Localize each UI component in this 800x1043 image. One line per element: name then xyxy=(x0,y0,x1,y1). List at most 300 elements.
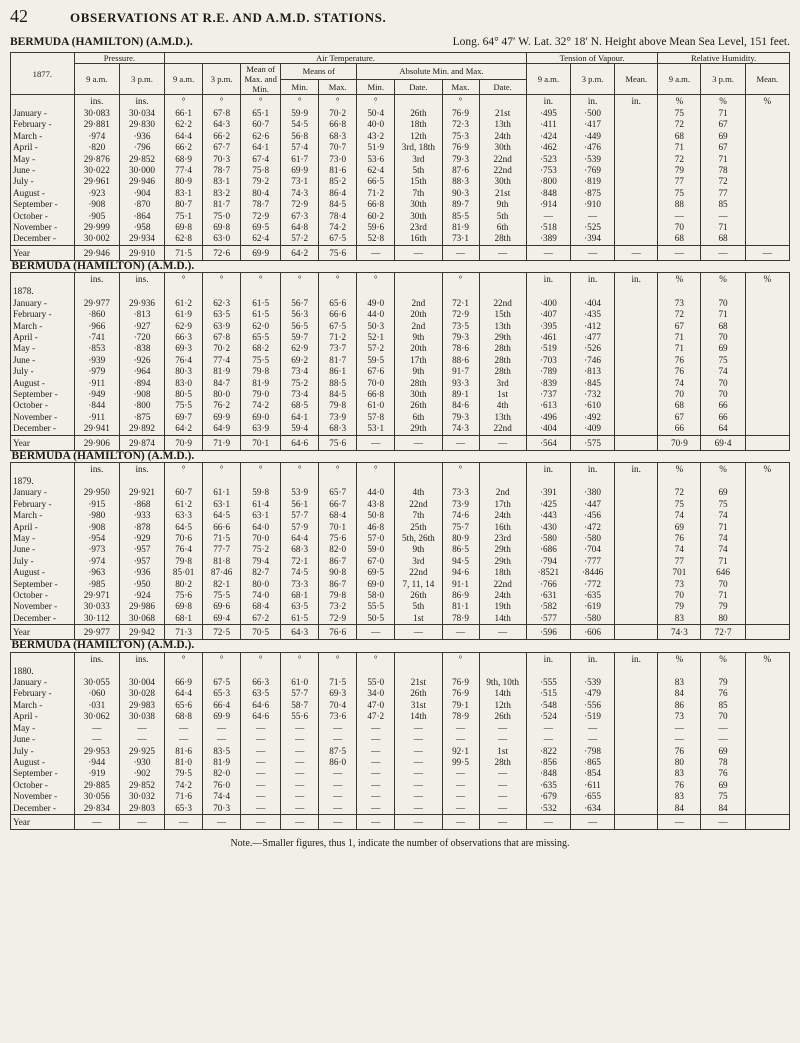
data-cell: ·412 xyxy=(570,321,614,332)
month-label: July - xyxy=(11,556,75,567)
unit-cell: % xyxy=(658,652,701,666)
data-cell xyxy=(615,142,658,153)
data-cell: — xyxy=(479,780,526,791)
data-cell: 59·9 xyxy=(281,108,319,119)
data-cell: 22nd xyxy=(479,298,526,309)
data-cell: 72·9 xyxy=(442,309,479,320)
data-cell xyxy=(281,476,319,487)
unit-cell: in. xyxy=(526,273,570,287)
unit-cell: ° xyxy=(442,95,479,109)
data-cell: 69·3 xyxy=(165,343,203,354)
data-cell: 66·8 xyxy=(357,389,395,400)
data-cell: 69·5 xyxy=(241,222,281,233)
data-cell: 68·2 xyxy=(241,343,281,354)
year-label: Year xyxy=(11,625,75,640)
data-cell: 15th xyxy=(395,176,442,187)
year-cell: ·606 xyxy=(570,625,614,640)
data-cell: 84·5 xyxy=(319,389,357,400)
unit-cell xyxy=(395,273,442,287)
data-cell: 7th xyxy=(395,188,442,199)
data-cell: 70 xyxy=(701,389,745,400)
observations-table xyxy=(10,52,790,830)
data-cell xyxy=(615,412,658,423)
data-cell: 3rd xyxy=(479,378,526,389)
data-cell: 64·0 xyxy=(241,522,281,533)
data-cell: 7, 11, 14 xyxy=(395,579,442,590)
unit-cell: % xyxy=(701,95,745,109)
data-cell: 22nd xyxy=(395,567,442,578)
data-cell: 64·5 xyxy=(203,510,241,521)
data-cell xyxy=(658,476,701,487)
unit-cell xyxy=(11,462,75,476)
data-cell: ·957 xyxy=(119,556,164,567)
header-abs-max: Max. xyxy=(442,79,479,95)
data-cell: 80 xyxy=(701,613,745,625)
data-cell: ·845 xyxy=(570,378,614,389)
data-cell: — xyxy=(119,734,164,745)
data-cell: 30·038 xyxy=(119,711,164,722)
data-cell xyxy=(119,476,164,487)
data-cell xyxy=(615,711,658,722)
data-cell: 75·3 xyxy=(442,131,479,142)
data-cell: 14th xyxy=(479,613,526,625)
unit-cell: ° xyxy=(357,273,395,287)
data-cell: 65·3 xyxy=(203,688,241,699)
data-cell: 65·5 xyxy=(241,332,281,343)
data-cell xyxy=(165,476,203,487)
month-label: March - xyxy=(11,321,75,332)
data-cell: 60·7 xyxy=(241,119,281,130)
data-cell: 60·7 xyxy=(165,487,203,498)
unit-cell: in. xyxy=(615,95,658,109)
data-cell: 76 xyxy=(701,688,745,699)
data-cell: ·974 xyxy=(74,131,119,142)
data-cell: 2nd xyxy=(395,321,442,332)
data-cell xyxy=(615,108,658,119)
data-cell: ·732 xyxy=(570,389,614,400)
data-cell: 63·1 xyxy=(203,499,241,510)
table-row xyxy=(11,590,790,601)
data-cell xyxy=(526,476,570,487)
data-cell: 72·9 xyxy=(319,613,357,625)
data-cell: 73·6 xyxy=(319,711,357,722)
data-cell: 29·885 xyxy=(74,780,119,791)
data-cell: 70 xyxy=(658,222,701,233)
data-cell: 67·4 xyxy=(241,154,281,165)
unit-cell xyxy=(395,462,442,476)
data-cell: 66 xyxy=(701,412,745,423)
data-cell: ·404 xyxy=(570,298,614,309)
data-cell: ·777 xyxy=(570,556,614,567)
header-abs-min: Min. xyxy=(357,79,395,95)
data-cell xyxy=(701,286,745,297)
data-cell: — xyxy=(395,757,442,768)
data-cell: 67·5 xyxy=(319,321,357,332)
table-row xyxy=(11,366,790,377)
data-cell xyxy=(615,131,658,142)
header-humidity-3pm: 3 p.m. xyxy=(701,64,745,95)
data-cell: 28th xyxy=(479,757,526,768)
header-tension-of-vapour: Tension of Vapour. xyxy=(526,53,658,64)
table-row xyxy=(11,286,790,297)
table-row xyxy=(11,165,790,176)
year-cell: — xyxy=(395,814,442,829)
data-cell xyxy=(745,723,789,734)
data-cell: 73·4 xyxy=(281,366,319,377)
data-cell: 67·6 xyxy=(357,366,395,377)
data-cell xyxy=(241,666,281,677)
data-cell: 68 xyxy=(701,233,745,245)
data-cell: 80·0 xyxy=(203,389,241,400)
data-cell: 85 xyxy=(701,199,745,210)
unit-cell: in. xyxy=(615,273,658,287)
unit-cell: % xyxy=(745,273,789,287)
data-cell: 69·4 xyxy=(203,613,241,625)
data-cell: ·979 xyxy=(74,366,119,377)
unit-cell: ° xyxy=(203,273,241,287)
data-cell: 29·986 xyxy=(119,601,164,612)
data-cell: 24th xyxy=(479,510,526,521)
month-label: February - xyxy=(11,688,75,699)
header-year: 1877. xyxy=(11,53,75,95)
data-cell: ·495 xyxy=(526,108,570,119)
data-cell: 30·033 xyxy=(74,601,119,612)
data-cell: 61·0 xyxy=(357,400,395,411)
data-cell: — xyxy=(442,791,479,802)
data-cell xyxy=(442,286,479,297)
data-cell xyxy=(745,119,789,130)
data-cell: 69·3 xyxy=(319,688,357,699)
data-cell xyxy=(615,211,658,222)
data-cell: 76 xyxy=(658,366,701,377)
data-cell: 79·8 xyxy=(319,590,357,601)
year-cell: — xyxy=(479,625,526,640)
data-cell: 1st xyxy=(479,746,526,757)
data-cell: 74·6 xyxy=(442,510,479,521)
data-cell: ·870 xyxy=(119,199,164,210)
data-cell: ·461 xyxy=(526,332,570,343)
data-cell: 74·4 xyxy=(203,791,241,802)
block-title-row xyxy=(11,640,790,652)
data-cell: 81·9 xyxy=(241,378,281,389)
data-cell: 66·2 xyxy=(203,131,241,142)
data-cell: ·720 xyxy=(119,332,164,343)
data-cell: — xyxy=(203,734,241,745)
data-cell: — xyxy=(241,803,281,815)
data-cell xyxy=(745,142,789,153)
table-row xyxy=(11,734,790,745)
data-cell: 70 xyxy=(701,298,745,309)
data-cell: 63·9 xyxy=(203,321,241,332)
data-cell: 70 xyxy=(658,389,701,400)
station-name: BERMUDA (HAMILTON) (A.M.D.). xyxy=(10,36,193,48)
data-cell: 53·9 xyxy=(281,487,319,498)
data-cell: 69·8 xyxy=(165,222,203,233)
unit-cell: ° xyxy=(203,462,241,476)
year-cell: — xyxy=(479,245,526,260)
data-cell: ·813 xyxy=(570,366,614,377)
data-cell: 78·9 xyxy=(442,613,479,625)
data-cell: ·939 xyxy=(74,355,119,366)
data-cell: 73 xyxy=(658,579,701,590)
data-cell xyxy=(479,286,526,297)
data-cell: 82·1 xyxy=(203,579,241,590)
month-label: September - xyxy=(11,579,75,590)
data-cell xyxy=(615,567,658,578)
month-label: August - xyxy=(11,567,75,578)
data-cell xyxy=(615,233,658,245)
data-cell: — xyxy=(395,734,442,745)
data-cell: 61·2 xyxy=(165,499,203,510)
year-cell: — xyxy=(615,245,658,260)
data-cell: 30·022 xyxy=(74,165,119,176)
data-cell: 67 xyxy=(658,321,701,332)
data-cell xyxy=(615,332,658,343)
data-cell: 64·2 xyxy=(165,423,203,435)
data-cell: 73·1 xyxy=(442,233,479,245)
data-cell: 76 xyxy=(701,768,745,779)
month-label: September - xyxy=(11,199,75,210)
data-cell: ·794 xyxy=(526,556,570,567)
data-cell: 64·3 xyxy=(203,119,241,130)
table-row xyxy=(11,791,790,802)
data-cell: ·796 xyxy=(119,142,164,153)
data-cell xyxy=(615,476,658,487)
data-cell: 75·5 xyxy=(165,400,203,411)
data-cell: 75 xyxy=(701,791,745,802)
unit-cell: ins. xyxy=(74,95,119,109)
year-cell: — xyxy=(395,435,442,450)
data-cell: ·985 xyxy=(74,579,119,590)
data-cell: 30th xyxy=(395,199,442,210)
unit-cell xyxy=(11,652,75,666)
data-cell: 29·983 xyxy=(119,700,164,711)
data-cell: 44·0 xyxy=(357,487,395,498)
data-cell: 69 xyxy=(701,746,745,757)
data-cell: 61·1 xyxy=(203,487,241,498)
data-cell: 30·083 xyxy=(74,108,119,119)
data-cell xyxy=(615,688,658,699)
data-cell: ·634 xyxy=(570,803,614,815)
data-cell: 64·1 xyxy=(241,142,281,153)
year-cell: 29·977 xyxy=(74,625,119,640)
data-cell: 73·3 xyxy=(442,487,479,498)
station-header xyxy=(10,36,790,48)
unit-cell: in. xyxy=(526,652,570,666)
data-cell: 88·6 xyxy=(442,355,479,366)
running-title: OBSERVATIONS AT R.E. AND A.M.D. STATIONS. xyxy=(70,10,387,25)
data-cell: — xyxy=(526,723,570,734)
data-cell: ·746 xyxy=(570,355,614,366)
data-cell: — xyxy=(395,803,442,815)
year-cell: — xyxy=(745,245,789,260)
data-cell: 29·950 xyxy=(74,487,119,498)
year-cell: ·596 xyxy=(526,625,570,640)
table-row xyxy=(11,199,790,210)
data-cell xyxy=(615,298,658,309)
month-label: July - xyxy=(11,176,75,187)
data-cell: — xyxy=(479,768,526,779)
data-cell: 78 xyxy=(701,757,745,768)
data-cell: 70 xyxy=(701,711,745,722)
data-cell: 71 xyxy=(658,332,701,343)
data-cell: 80·0 xyxy=(241,579,281,590)
data-cell: ·525 xyxy=(570,222,614,233)
data-cell: 62·4 xyxy=(357,165,395,176)
data-cell xyxy=(615,533,658,544)
data-cell: 30·000 xyxy=(119,165,164,176)
month-label: November - xyxy=(11,791,75,802)
unit-cell: in. xyxy=(615,462,658,476)
data-cell: 83 xyxy=(658,768,701,779)
data-cell xyxy=(615,355,658,366)
data-cell: 61·5 xyxy=(241,298,281,309)
data-cell: ·409 xyxy=(570,423,614,435)
data-cell xyxy=(203,476,241,487)
data-cell xyxy=(615,700,658,711)
data-cell: — xyxy=(319,780,357,791)
data-cell: ·580 xyxy=(570,613,614,625)
data-cell: 79·5 xyxy=(165,768,203,779)
data-cell xyxy=(615,522,658,533)
data-cell: — xyxy=(74,723,119,734)
data-cell: ·789 xyxy=(526,366,570,377)
data-cell: 76·0 xyxy=(203,780,241,791)
data-cell: ·741 xyxy=(74,332,119,343)
data-cell xyxy=(615,119,658,130)
data-cell: ·949 xyxy=(74,389,119,400)
data-cell: ·031 xyxy=(74,700,119,711)
data-cell: 83 xyxy=(658,677,701,688)
data-cell: — xyxy=(241,791,281,802)
data-cell: ·394 xyxy=(570,233,614,245)
units-row xyxy=(11,95,790,109)
year-cell: — xyxy=(281,814,319,829)
data-cell: 71 xyxy=(701,222,745,233)
data-cell: ·819 xyxy=(570,176,614,187)
data-cell: ·800 xyxy=(526,176,570,187)
data-cell xyxy=(281,286,319,297)
data-cell xyxy=(357,476,395,487)
table-row xyxy=(11,768,790,779)
data-cell: ·496 xyxy=(526,412,570,423)
data-cell: 83·5 xyxy=(203,746,241,757)
header-humidity-mean: Mean. xyxy=(745,64,789,95)
data-cell: 68·3 xyxy=(281,544,319,555)
data-cell: 76 xyxy=(658,533,701,544)
data-cell xyxy=(395,666,442,677)
month-label: August - xyxy=(11,757,75,768)
data-cell: 67·5 xyxy=(319,233,357,245)
data-cell: ·577 xyxy=(526,613,570,625)
block-title: BERMUDA (HAMILTON) (A.M.D.). xyxy=(11,261,790,273)
data-cell xyxy=(745,400,789,411)
data-cell xyxy=(615,579,658,590)
data-cell: 29th xyxy=(395,423,442,435)
data-cell: 66·4 xyxy=(203,700,241,711)
data-cell xyxy=(615,286,658,297)
data-cell: 44·0 xyxy=(357,309,395,320)
data-cell: 64·8 xyxy=(281,222,319,233)
data-cell: 57·9 xyxy=(281,522,319,533)
data-cell xyxy=(745,131,789,142)
data-cell xyxy=(615,199,658,210)
data-cell: — xyxy=(241,780,281,791)
month-label: 1879. xyxy=(11,476,75,487)
year-cell: 75·6 xyxy=(319,245,357,260)
data-cell: 65·7 xyxy=(319,487,357,498)
unit-cell xyxy=(479,462,526,476)
year-cell: 70·1 xyxy=(241,435,281,450)
data-cell: 58·7 xyxy=(281,700,319,711)
month-label: March - xyxy=(11,700,75,711)
data-cell: — xyxy=(281,768,319,779)
data-cell: ·425 xyxy=(526,499,570,510)
data-cell: 74·3 xyxy=(442,423,479,435)
data-cell: 28th xyxy=(395,378,442,389)
data-cell: 22nd xyxy=(479,154,526,165)
data-cell: 66·9 xyxy=(165,677,203,688)
data-cell: 26th xyxy=(395,400,442,411)
data-cell: 30·055 xyxy=(74,677,119,688)
data-cell xyxy=(745,476,789,487)
data-cell xyxy=(615,154,658,165)
block-title-row xyxy=(11,451,790,463)
unit-cell: ° xyxy=(319,462,357,476)
data-cell: 76·2 xyxy=(203,400,241,411)
data-cell: 82·0 xyxy=(319,544,357,555)
unit-cell xyxy=(395,652,442,666)
data-cell: — xyxy=(319,768,357,779)
month-label: October - xyxy=(11,590,75,601)
data-cell: ·798 xyxy=(570,746,614,757)
data-cell: ·380 xyxy=(570,487,614,498)
data-cell: ·919 xyxy=(74,768,119,779)
data-cell xyxy=(745,757,789,768)
data-cell: 62·6 xyxy=(241,131,281,142)
data-cell: 62·3 xyxy=(203,298,241,309)
data-cell: 70·0 xyxy=(357,378,395,389)
data-cell xyxy=(479,476,526,487)
header-means-of: Means of xyxy=(281,64,357,80)
data-cell: 7th xyxy=(395,510,442,521)
month-label: April - xyxy=(11,142,75,153)
unit-cell xyxy=(395,95,442,109)
data-cell: ·655 xyxy=(570,791,614,802)
data-cell xyxy=(745,601,789,612)
data-cell: 55·5 xyxy=(357,601,395,612)
data-cell: 1st xyxy=(479,389,526,400)
data-cell xyxy=(701,476,745,487)
data-cell: 29·852 xyxy=(119,154,164,165)
unit-cell: % xyxy=(745,95,789,109)
data-cell: 72·3 xyxy=(442,119,479,130)
data-cell: 49·0 xyxy=(357,298,395,309)
data-cell: 646 xyxy=(701,567,745,578)
data-cell xyxy=(442,476,479,487)
header-pressure: Pressure. xyxy=(74,53,164,64)
data-cell: 73·9 xyxy=(319,412,357,423)
data-cell xyxy=(615,188,658,199)
data-cell: 6th xyxy=(479,222,526,233)
data-cell: 71 xyxy=(701,522,745,533)
data-cell: 74·2 xyxy=(241,400,281,411)
data-cell: 29·892 xyxy=(119,423,164,435)
table-row xyxy=(11,688,790,699)
data-cell: ·772 xyxy=(570,579,614,590)
data-cell: ·060 xyxy=(74,688,119,699)
data-cell xyxy=(119,286,164,297)
